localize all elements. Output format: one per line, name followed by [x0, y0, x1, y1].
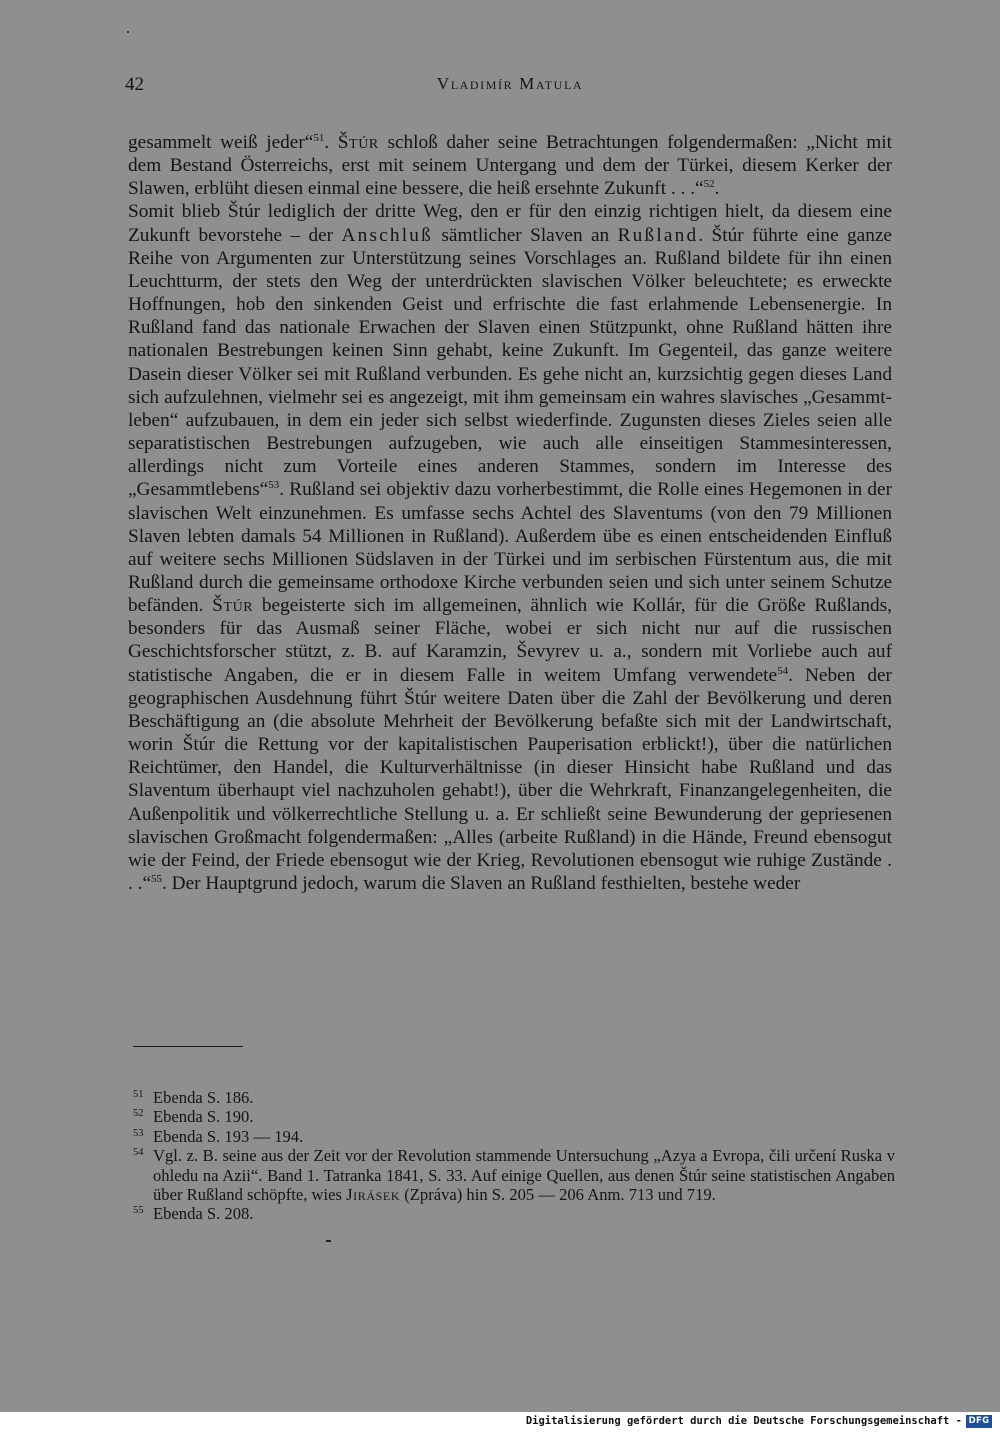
footnote-text: Ebenda S. 186. [153, 1088, 254, 1107]
footnote-ref-54: 54 [777, 664, 789, 677]
footnote-52 [133, 1107, 895, 1126]
text-run: sämtlicher Slaven an [433, 224, 618, 246]
page-number: 42 [125, 74, 144, 95]
footnote-text: Ebenda S. 208. [153, 1204, 254, 1224]
footnote-number: 52 [133, 1108, 144, 1120]
text-run: . [324, 132, 338, 153]
footnote-ref-53: 53 [268, 479, 280, 492]
footnote-ref-55: 55 [151, 873, 163, 885]
footnote-51 [133, 1088, 895, 1107]
text-run: schloß daher seine Betrachtungen folgendermaßen: „Nicht mit dem Bestand Österreichs, erst mit seinem Untergang und dem der Türkei, diesem Kerker der Slawen, erblüht diesen einmal eine bessere, die heiß ersehnte Zukunft . . .“ [128, 132, 892, 200]
paragraph-1 [128, 131, 892, 200]
footnote-text: (Zpráva) hin S. 205 — 206 Anm. 713 und 719. [400, 1185, 716, 1205]
text-run: . Der Hauptgrund jedoch, warum die Slaven an Rußland festhielten, bestehe weder [162, 873, 801, 894]
author-name: Štúr [337, 132, 379, 153]
footnote-number: 54 [133, 1147, 144, 1159]
body-text [128, 131, 892, 895]
scan-speck [127, 31, 129, 33]
footnote-separator [133, 1046, 243, 1047]
digitization-credit: Digitalisierung gefördert durch die Deutsche Forschungsgemeinschaft - [525, 1415, 962, 1427]
footnote-number: 53 [133, 1127, 144, 1139]
author-name: Štúr [212, 595, 254, 617]
paragraph-2 [128, 200, 892, 895]
footnotes [133, 1088, 895, 1224]
text-run: Somit blieb Štúr lediglich der dritte Weg, den er für den einzig richtigen hielt, da diesem eine Zukunft bevorstehe – der [128, 201, 892, 246]
footnote-number: 55 [133, 1205, 144, 1217]
text-run: gesammelt weiß jeder“ [128, 132, 314, 153]
footnote-53 [133, 1127, 895, 1146]
running-head: Vladimír Matula [436, 74, 584, 93]
author-name: Jirásek [346, 1185, 401, 1205]
footnote-54 [133, 1146, 895, 1204]
digitization-credit-bar [0, 1412, 1000, 1432]
text-run: begeisterte sich im allgemeinen, ähnlich wie Kollár, für die Größe Rußlands, besonders für das Ausmaß seiner Fläche, wobei er sich nicht nur auf die russischen Geschichtsforscher stützt, z. B. auf Karamzin, Ševyrev u. a., sondern mit Vorliebe auch auf statistische Angaben, die er in diesem Falle in weitem Umfang verwendete [128, 595, 892, 686]
text-run: . [714, 178, 720, 200]
footnote-text: Ebenda S. 193 — 194. [153, 1126, 304, 1146]
page-header [125, 74, 895, 104]
scan-mark [326, 1240, 331, 1242]
footnote-ref-51: 51 [313, 132, 325, 144]
emphasis-spaced: Anschluß [341, 224, 433, 246]
footnote-number: 51 [133, 1089, 144, 1100]
footnote-text: Ebenda S. 190. [153, 1107, 254, 1127]
dfg-logo: DFG [966, 1415, 992, 1428]
text-run: . Rußland sei objektiv dazu vorherbestimmt, die Rolle eines Hegemonen in der slavischen Welt einzunehmen. Es umfasse sechs Achtel des Slaventums (von den 79 Millionen Slaven lebten damals 54 Millionen in Rußland). Außerdem übe es einen entscheidenden Einfluß auf weitere sechs Millionen Südslaven in der Türkei und im serbischen Fürstentum aus, die mit Rußland durch die gemeinsame orthodoxe Kirche verbunden seien und sich unter seinem Schutze befänden. [128, 479, 892, 617]
emphasis-spaced: Rußland [617, 224, 699, 246]
footnote-55 [133, 1204, 895, 1223]
text-run: . Neben der geographischen Ausdehnung führt Štúr weitere Daten über die Zahl der Bevölkerung und deren Beschäftigung an (die absolute Mehrheit der Bevölkerung befaßte sich mit der Landwirtschaft, worin Štúr die Rettung vor der kapitalistischen Pauperisation erblickt!), über die natürlichen Reichtümer, den Handel, die Kulturverhältnisse (in dieser Hinsicht habe Rußland und das Slaventum überhaupt viel nachzuholen gehabt!), über die Wehrkraft, Finanzangelegenheiten, die Außenpolitik und völkerrechtliche Stellung u. a. Er schließt seine Bewunderung der gepriesenen slavischen Großmacht folgendermaßen: „Alles (arbeite Rußland) in die Hände, Freund ebensogut wie der Feind, der Friede ebensogut wie der Krieg, Revolutionen ebensogut wie ruhige Zustände . . .“ [128, 664, 892, 894]
footnote-ref-52: 52 [703, 178, 715, 191]
text-run: . Štúr führte eine ganze Reihe von Argumenten zur Unterstützung seines Vorschlages an. Rußland bildete für ihn einen Leuchtturm, der stets den Weg der unterdrückten slavischen Völker beleuchtete; es erweckte Hoffnungen, hob den sinkenden Geist und erfrischte die fast erlahmende Lebensenergie. In Rußland fand das nationale Erwachen der Slaven einen Stützpunkt, ohne Rußland hätten ihre nationalen Bestrebungen keinen Sinn gehabt, keine Zukunft. Im Gegenteil, das ganze weitere Dasein dieser Völker sei mit Rußland verbunden. Es gehe nicht an, kurzsichtig gegen dieses Land sich aufzulehnen, vielmehr sei es angezeigt, mit ihm gemeinsam ein wahres slavisches „Gesammtleben“ aufzubauen, in dem ein jeder sich selbst wiederfinde. Zugunsten dieses Zieles seien alle separatistischen Bestrebungen aufzugeben, wie auch alle einseitigen Stammesinteressen, allerdings nicht zum Vorteile eines anderen Stammes, sondern im Interesse des „Gesammtlebens“ [128, 224, 892, 501]
footnote-text: Vgl. z. B. seine aus der Zeit vor der Revolution stammende Untersuchung „Azya a Evropa, čili určení Ruska v ohledu na Azii“. Band 1. Tatranka 1841, S. 33. Auf einige Quellen, aus denen Štúr seine statistischen Angaben über Rußland schöpfte, wies [153, 1146, 895, 1205]
